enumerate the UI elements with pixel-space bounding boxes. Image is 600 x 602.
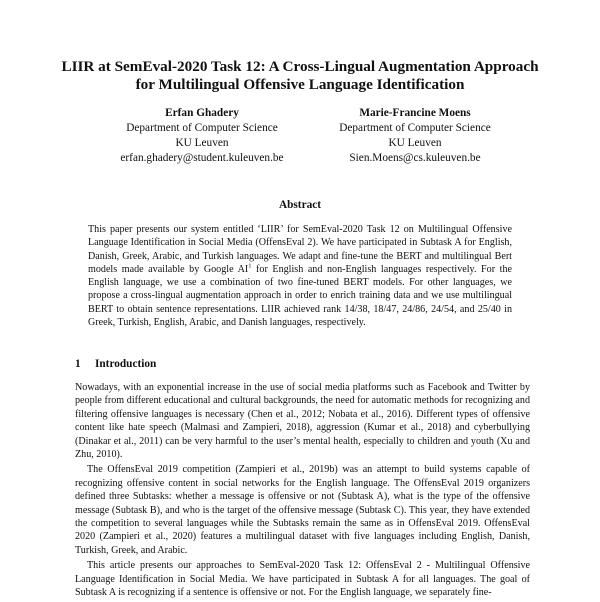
title-line-1: LIIR at SemEval-2020 Task 12: A Cross-Lingual Augmentation Approach xyxy=(61,58,539,75)
author-university: KU Leuven xyxy=(388,137,442,149)
author-university: KU Leuven xyxy=(175,137,229,149)
body-paragraph: The OffensEval 2019 competition (Zampieri et al., 2019b) was an attempt to build systems capable of recognizing offensive content in social networks for the English language. The OffensEval 2019 organizers defined three Subtasks: whether a message is offensive or not (Subtask A), what is the type of the offensive message (Subtask B), and who is the target of the offensive message (Subtask C). This year, they have extended the competition to several languages while the Subtasks remain the same as in OffensEval 2019. OffensEval 2020 (Zampieri et al., 2020) features a multilingual dataset with five languages including English, Danish, Turkish, Greek, and Arabic. xyxy=(75,464,530,556)
author-email: erfan.ghadery@student.kuleuven.be xyxy=(120,152,284,164)
author-department: Department of Computer Science xyxy=(339,122,491,134)
body-paragraph: Nowadays, with an exponential increase in the use of social media platforms such as Facebook and Twitter by people from different educational and cultural backgrounds, the need for automatic methods for recognizing and filtering offensive languages is necessary (Chen et al., 2012; Nobata et al., 2016). Different types of offensive content like hate speech (Malmasi and Zampieri, 2018), aggression (Kumar et al., 2018) and cyberbullying (Dinakar et al., 2011) can be very harmful to the user’s mental health, especially to children and youth (Xu and Zhu, 2010). xyxy=(75,382,530,461)
author-block-2 xyxy=(300,106,530,166)
author-name: Erfan Ghadery xyxy=(165,107,239,119)
author-department: Department of Computer Science xyxy=(126,122,278,134)
paper-title xyxy=(40,58,560,94)
section-heading xyxy=(75,358,156,370)
abstract-heading: Abstract xyxy=(278,199,322,211)
footnote-marker[interactable]: 1 xyxy=(248,262,252,270)
author-block-1 xyxy=(92,106,312,166)
abstract-text xyxy=(88,223,512,329)
title-line-2: for Multilingual Offensive Language Identification xyxy=(135,76,465,93)
author-email: Sien.Moens@cs.kuleuven.be xyxy=(349,152,481,164)
abstract-part-1: This paper presents our system entitled ‘LIIR’ for SemEval-2020 Task 12 on Multilingual Offensive Language Identification in Social Media (OffensEval 2). We have participated in Subtask A for English, Danish, Greek, Arabic, and Turkish languages. We adapt and fine-tune the BERT and multilingual Bert models made available by Google AI xyxy=(88,224,512,275)
section-title: Introduction xyxy=(95,358,157,370)
section-number: 1 xyxy=(75,358,81,370)
body-paragraph: This article presents our approaches to SemEval-2020 Task 12: OffensEval 2 - Multilingual Offensive Language Identification in Social Media. We have participated in Subtask A for all languages. The goal of Subtask A is recognizing if a sentence is offensive or not. For the English language, we separately fine- xyxy=(75,560,530,599)
author-name: Marie-Francine Moens xyxy=(359,107,471,119)
section-body xyxy=(75,381,530,602)
abstract-part-2: for English and non-English languages respectively. For the English language, we use a combination of two fine-tuned BERT models. For other languages, we propose a cross-lingual augmentation approach in order to enrich training data and we use multilingual BERT to obtain sentence representations. LIIR achieved rank 14/38, 18/47, 24/86, 24/54, and 25/40 in Greek, Turkish, English, Arabic, and Danish languages, respectively. xyxy=(88,263,512,329)
